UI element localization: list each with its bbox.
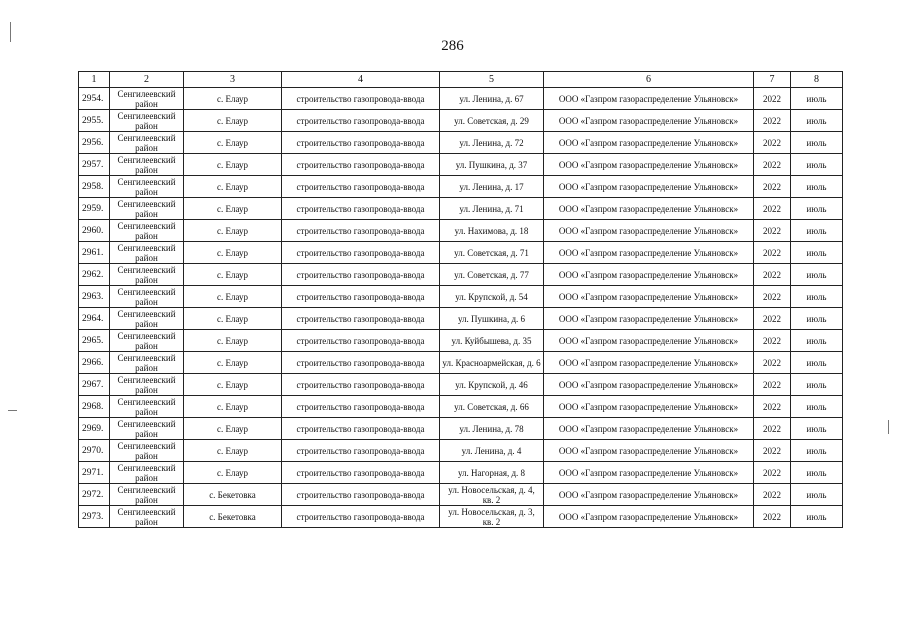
- row-number: 2959.: [79, 198, 110, 220]
- row-number: 2956.: [79, 132, 110, 154]
- row-number: 2958.: [79, 176, 110, 198]
- table-row: [79, 418, 843, 440]
- organization-cell: ООО «Газпром газораспределение Ульяновск»: [544, 110, 754, 132]
- district-cell: Сенгилеевский район: [110, 242, 184, 264]
- address-cell: ул. Пушкина, д. 37: [440, 154, 544, 176]
- table-row: [79, 198, 843, 220]
- settlement-cell: с. Елаур: [184, 352, 282, 374]
- month-cell: июль: [791, 154, 843, 176]
- month-cell: июль: [791, 176, 843, 198]
- work-type-cell: строительство газопровода-ввода: [282, 132, 440, 154]
- month-cell: июль: [791, 396, 843, 418]
- address-cell: ул. Крупской, д. 46: [440, 374, 544, 396]
- district-cell: Сенгилеевский район: [110, 374, 184, 396]
- organization-cell: ООО «Газпром газораспределение Ульяновск»: [544, 374, 754, 396]
- organization-cell: ООО «Газпром газораспределение Ульяновск»: [544, 198, 754, 220]
- table-row: [79, 286, 843, 308]
- address-cell: ул. Красноармейская, д. 6: [440, 352, 544, 374]
- district-cell: Сенгилеевский район: [110, 440, 184, 462]
- work-type-cell: строительство газопровода-ввода: [282, 154, 440, 176]
- organization-cell: ООО «Газпром газораспределение Ульяновск»: [544, 330, 754, 352]
- row-number: 2967.: [79, 374, 110, 396]
- settlement-cell: с. Елаур: [184, 396, 282, 418]
- address-cell: ул. Ленина, д. 4: [440, 440, 544, 462]
- year-cell: 2022: [754, 110, 791, 132]
- table-row: [79, 264, 843, 286]
- settlement-cell: с. Елаур: [184, 242, 282, 264]
- address-cell: ул. Куйбышева, д. 35: [440, 330, 544, 352]
- row-number: 2963.: [79, 286, 110, 308]
- district-cell: Сенгилеевский район: [110, 308, 184, 330]
- settlement-cell: с. Елаур: [184, 88, 282, 110]
- work-type-cell: строительство газопровода-ввода: [282, 330, 440, 352]
- work-type-cell: строительство газопровода-ввода: [282, 198, 440, 220]
- address-cell: ул. Советская, д. 66: [440, 396, 544, 418]
- address-cell: ул. Пушкина, д. 6: [440, 308, 544, 330]
- organization-cell: ООО «Газпром газораспределение Ульяновск»: [544, 440, 754, 462]
- row-number: 2962.: [79, 264, 110, 286]
- district-cell: Сенгилеевский район: [110, 264, 184, 286]
- year-cell: 2022: [754, 88, 791, 110]
- year-cell: 2022: [754, 484, 791, 506]
- month-cell: июль: [791, 132, 843, 154]
- work-type-cell: строительство газопровода-ввода: [282, 484, 440, 506]
- month-cell: июль: [791, 330, 843, 352]
- table-row: [79, 110, 843, 132]
- month-cell: июль: [791, 198, 843, 220]
- work-type-cell: строительство газопровода-ввода: [282, 352, 440, 374]
- organization-cell: ООО «Газпром газораспределение Ульяновск»: [544, 264, 754, 286]
- table-row: [79, 484, 843, 506]
- district-cell: Сенгилеевский район: [110, 506, 184, 528]
- settlement-cell: с. Елаур: [184, 154, 282, 176]
- row-number: 2954.: [79, 88, 110, 110]
- district-cell: Сенгилеевский район: [110, 176, 184, 198]
- organization-cell: ООО «Газпром газораспределение Ульяновск»: [544, 88, 754, 110]
- month-cell: июль: [791, 484, 843, 506]
- row-number: 2955.: [79, 110, 110, 132]
- year-cell: 2022: [754, 418, 791, 440]
- scan-mark-top-left: [10, 22, 11, 42]
- year-cell: 2022: [754, 352, 791, 374]
- work-type-cell: строительство газопровода-ввода: [282, 88, 440, 110]
- row-number: 2972.: [79, 484, 110, 506]
- year-cell: 2022: [754, 396, 791, 418]
- district-cell: Сенгилеевский район: [110, 352, 184, 374]
- address-cell: ул. Советская, д. 77: [440, 264, 544, 286]
- month-cell: июль: [791, 506, 843, 528]
- settlement-cell: с. Бекетовка: [184, 484, 282, 506]
- header-row: [79, 72, 843, 88]
- district-cell: Сенгилеевский район: [110, 198, 184, 220]
- year-cell: 2022: [754, 440, 791, 462]
- settlement-cell: с. Елаур: [184, 308, 282, 330]
- table-row: [79, 154, 843, 176]
- page-number: 286: [441, 38, 464, 54]
- work-type-cell: строительство газопровода-ввода: [282, 242, 440, 264]
- row-number: 2970.: [79, 440, 110, 462]
- address-cell: ул. Ленина, д. 71: [440, 198, 544, 220]
- table-row: [79, 440, 843, 462]
- work-type-cell: строительство газопровода-ввода: [282, 396, 440, 418]
- table-row: [79, 88, 843, 110]
- month-cell: июль: [791, 286, 843, 308]
- district-cell: Сенгилеевский район: [110, 220, 184, 242]
- row-number: 2966.: [79, 352, 110, 374]
- row-number: 2960.: [79, 220, 110, 242]
- address-cell: ул. Крупской, д. 54: [440, 286, 544, 308]
- address-cell: ул. Нахимова, д. 18: [440, 220, 544, 242]
- table-row: [79, 308, 843, 330]
- month-cell: июль: [791, 352, 843, 374]
- scan-mark-left: [8, 410, 17, 411]
- header-col-7: 7: [754, 72, 791, 88]
- settlement-cell: с. Елаур: [184, 220, 282, 242]
- address-cell: ул. Ленина, д. 78: [440, 418, 544, 440]
- organization-cell: ООО «Газпром газораспределение Ульяновск»: [544, 286, 754, 308]
- scan-mark-right: [888, 420, 889, 434]
- organization-cell: ООО «Газпром газораспределение Ульяновск»: [544, 242, 754, 264]
- row-number: 2971.: [79, 462, 110, 484]
- address-cell: ул. Ленина, д. 17: [440, 176, 544, 198]
- work-type-cell: строительство газопровода-ввода: [282, 286, 440, 308]
- header-col-5: 5: [440, 72, 544, 88]
- settlement-cell: с. Елаур: [184, 198, 282, 220]
- table-row: [79, 242, 843, 264]
- header-col-6: 6: [544, 72, 754, 88]
- organization-cell: ООО «Газпром газораспределение Ульяновск»: [544, 308, 754, 330]
- work-type-cell: строительство газопровода-ввода: [282, 374, 440, 396]
- address-cell: ул. Новосельская, д. 3, кв. 2: [440, 506, 544, 528]
- table-row: [79, 462, 843, 484]
- district-cell: Сенгилеевский район: [110, 484, 184, 506]
- row-number: 2964.: [79, 308, 110, 330]
- row-number: 2965.: [79, 330, 110, 352]
- district-cell: Сенгилеевский район: [110, 88, 184, 110]
- year-cell: 2022: [754, 330, 791, 352]
- settlement-cell: с. Елаур: [184, 176, 282, 198]
- district-cell: Сенгилеевский район: [110, 154, 184, 176]
- settlement-cell: с. Елаур: [184, 110, 282, 132]
- address-cell: ул. Новосельская, д. 4, кв. 2: [440, 484, 544, 506]
- year-cell: 2022: [754, 154, 791, 176]
- settlement-cell: с. Елаур: [184, 374, 282, 396]
- organization-cell: ООО «Газпром газораспределение Ульяновск»: [544, 506, 754, 528]
- settlement-cell: с. Елаур: [184, 132, 282, 154]
- registry-table: [78, 71, 843, 528]
- month-cell: июль: [791, 374, 843, 396]
- address-cell: ул. Нагорная, д. 8: [440, 462, 544, 484]
- row-number: 2968.: [79, 396, 110, 418]
- table-row: [79, 176, 843, 198]
- work-type-cell: строительство газопровода-ввода: [282, 440, 440, 462]
- header-col-4: 4: [282, 72, 440, 88]
- address-cell: ул. Ленина, д. 67: [440, 88, 544, 110]
- table-row: [79, 506, 843, 528]
- table-row: [79, 132, 843, 154]
- header-col-1: 1: [79, 72, 110, 88]
- year-cell: 2022: [754, 132, 791, 154]
- month-cell: июль: [791, 88, 843, 110]
- month-cell: июль: [791, 220, 843, 242]
- organization-cell: ООО «Газпром газораспределение Ульяновск»: [544, 132, 754, 154]
- month-cell: июль: [791, 440, 843, 462]
- district-cell: Сенгилеевский район: [110, 396, 184, 418]
- table-row: [79, 220, 843, 242]
- month-cell: июль: [791, 462, 843, 484]
- year-cell: 2022: [754, 198, 791, 220]
- month-cell: июль: [791, 242, 843, 264]
- settlement-cell: с. Елаур: [184, 462, 282, 484]
- work-type-cell: строительство газопровода-ввода: [282, 308, 440, 330]
- row-number: 2969.: [79, 418, 110, 440]
- organization-cell: ООО «Газпром газораспределение Ульяновск»: [544, 484, 754, 506]
- month-cell: июль: [791, 418, 843, 440]
- address-cell: ул. Советская, д. 71: [440, 242, 544, 264]
- table-row: [79, 352, 843, 374]
- row-number: 2957.: [79, 154, 110, 176]
- month-cell: июль: [791, 264, 843, 286]
- organization-cell: ООО «Газпром газораспределение Ульяновск»: [544, 462, 754, 484]
- work-type-cell: строительство газопровода-ввода: [282, 506, 440, 528]
- header-col-2: 2: [110, 72, 184, 88]
- month-cell: июль: [791, 308, 843, 330]
- work-type-cell: строительство газопровода-ввода: [282, 110, 440, 132]
- year-cell: 2022: [754, 308, 791, 330]
- month-cell: июль: [791, 110, 843, 132]
- organization-cell: ООО «Газпром газораспределение Ульяновск»: [544, 154, 754, 176]
- header-col-8: 8: [791, 72, 843, 88]
- year-cell: 2022: [754, 242, 791, 264]
- work-type-cell: строительство газопровода-ввода: [282, 176, 440, 198]
- row-number: 2961.: [79, 242, 110, 264]
- work-type-cell: строительство газопровода-ввода: [282, 264, 440, 286]
- organization-cell: ООО «Газпром газораспределение Ульяновск»: [544, 220, 754, 242]
- work-type-cell: строительство газопровода-ввода: [282, 220, 440, 242]
- table-row: [79, 330, 843, 352]
- year-cell: 2022: [754, 506, 791, 528]
- year-cell: 2022: [754, 264, 791, 286]
- year-cell: 2022: [754, 176, 791, 198]
- settlement-cell: с. Елаур: [184, 264, 282, 286]
- year-cell: 2022: [754, 220, 791, 242]
- table-row: [79, 396, 843, 418]
- settlement-cell: с. Елаур: [184, 418, 282, 440]
- work-type-cell: строительство газопровода-ввода: [282, 418, 440, 440]
- organization-cell: ООО «Газпром газораспределение Ульяновск»: [544, 418, 754, 440]
- organization-cell: ООО «Газпром газораспределение Ульяновск»: [544, 176, 754, 198]
- settlement-cell: с. Бекетовка: [184, 506, 282, 528]
- settlement-cell: с. Елаур: [184, 286, 282, 308]
- district-cell: Сенгилеевский район: [110, 418, 184, 440]
- address-cell: ул. Ленина, д. 72: [440, 132, 544, 154]
- settlement-cell: с. Елаур: [184, 440, 282, 462]
- district-cell: Сенгилеевский район: [110, 330, 184, 352]
- organization-cell: ООО «Газпром газораспределение Ульяновск»: [544, 396, 754, 418]
- district-cell: Сенгилеевский район: [110, 286, 184, 308]
- year-cell: 2022: [754, 462, 791, 484]
- address-cell: ул. Советская, д. 29: [440, 110, 544, 132]
- settlement-cell: с. Елаур: [184, 330, 282, 352]
- year-cell: 2022: [754, 286, 791, 308]
- row-number: 2973.: [79, 506, 110, 528]
- work-type-cell: строительство газопровода-ввода: [282, 462, 440, 484]
- district-cell: Сенгилеевский район: [110, 110, 184, 132]
- district-cell: Сенгилеевский район: [110, 462, 184, 484]
- table-row: [79, 374, 843, 396]
- district-cell: Сенгилеевский район: [110, 132, 184, 154]
- organization-cell: ООО «Газпром газораспределение Ульяновск»: [544, 352, 754, 374]
- header-col-3: 3: [184, 72, 282, 88]
- year-cell: 2022: [754, 374, 791, 396]
